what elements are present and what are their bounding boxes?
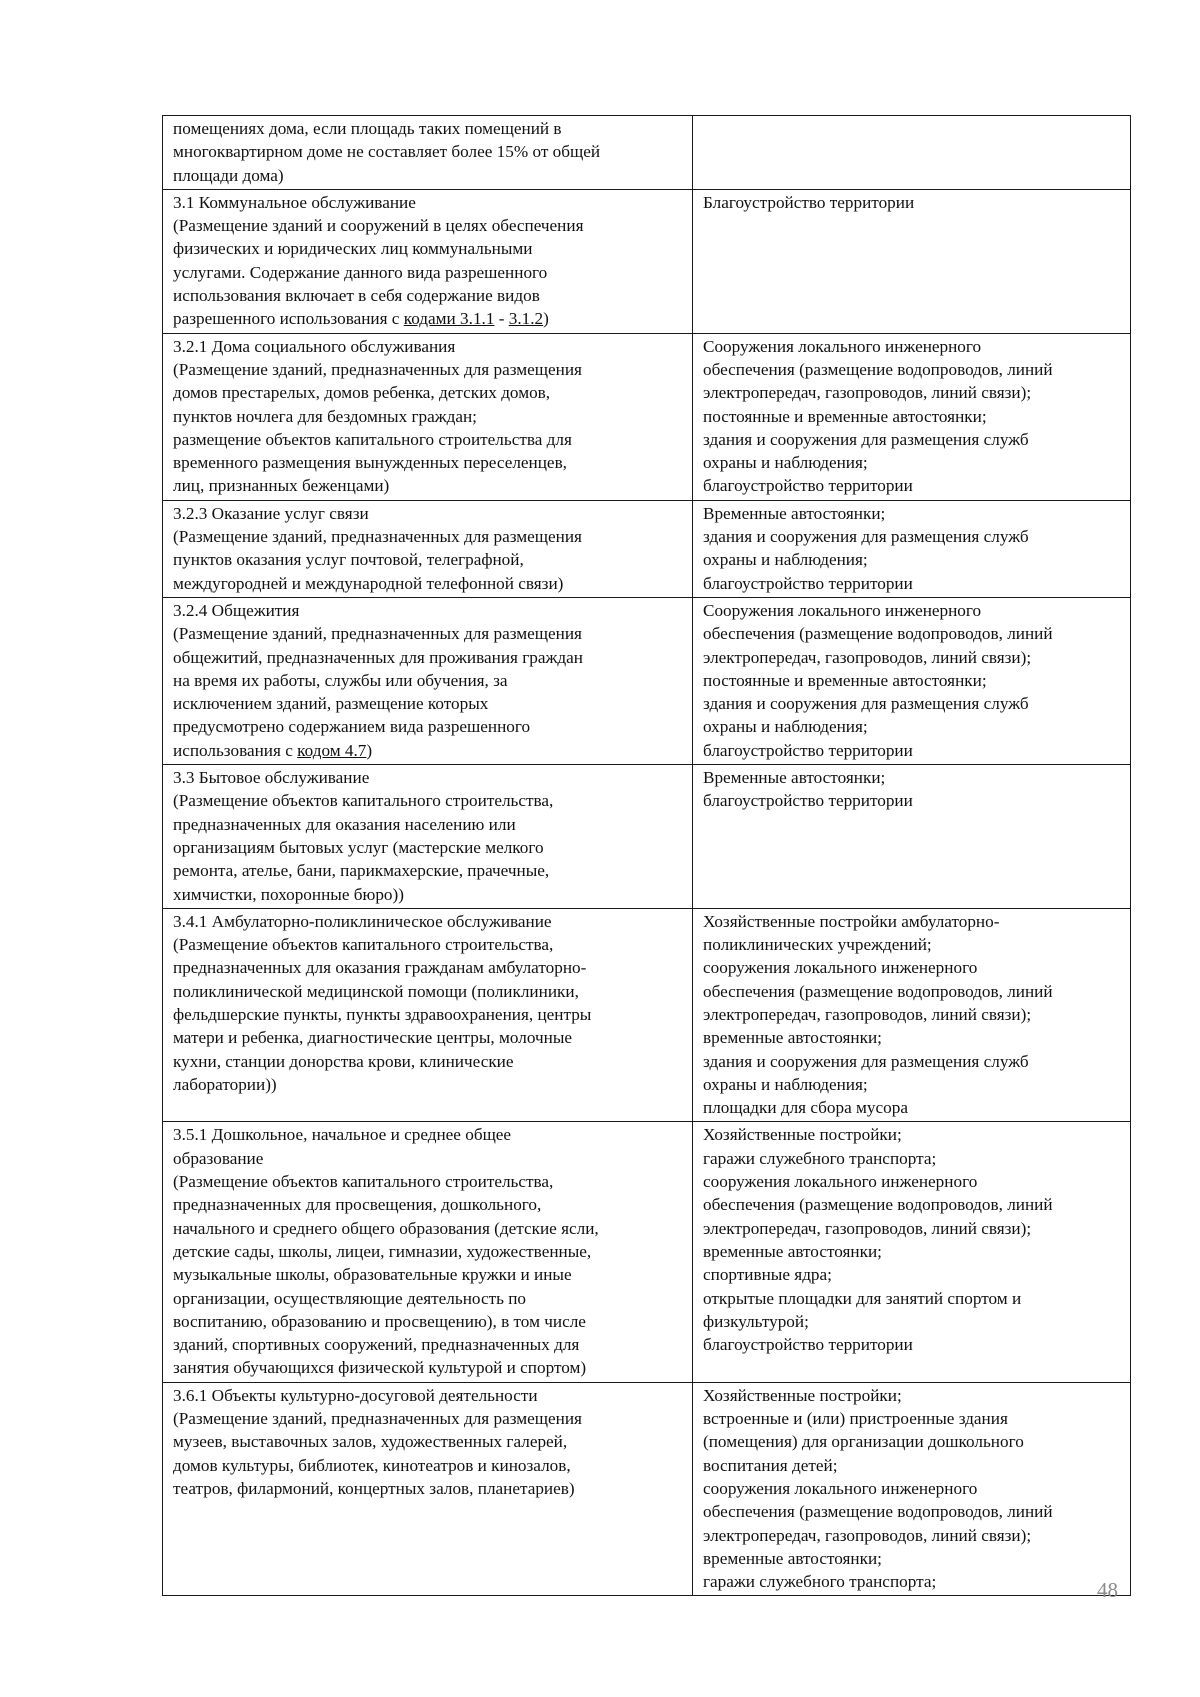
land-use-text-line: (Размещение зданий, предназначенных для размещения: [173, 1409, 582, 1429]
permitted-uses-cell: [693, 500, 1131, 597]
land-use-text-line: предназначенных для оказания населению или: [173, 814, 516, 834]
permitted-use-text-line: (помещения) для организации дошкольного: [703, 1432, 1024, 1452]
land-use-text-line: пунктов ночлега для бездомных граждан;: [173, 406, 477, 426]
land-use-text-line: (Размещение зданий и сооружений в целях обеспечения: [173, 216, 584, 236]
permitted-use-text-line: встроенные и (или) пристроенные здания: [703, 1409, 1008, 1429]
link-line-suffix: ): [543, 309, 549, 329]
permitted-use-text-line: электропередач, газопроводов, линий связи);: [703, 1004, 1032, 1024]
permitted-use-text-line: гаражи служебного транспорта;: [703, 1148, 937, 1168]
permitted-uses-cell: [693, 908, 1131, 1122]
permitted-use-text-line: Временные автостоянки;: [703, 503, 886, 523]
land-use-text-line: [173, 739, 682, 762]
permitted-use-text-line: временные автостоянки;: [703, 1548, 882, 1568]
link-line-prefix: разрешенного использования с: [173, 309, 404, 329]
land-use-text-line: 3.6.1 Объекты культурно-досуговой деятельности: [173, 1385, 538, 1405]
land-use-text-line: исключением зданий, размещение которых: [173, 694, 489, 714]
link-line-suffix: ): [366, 740, 373, 760]
land-use-type-cell: [163, 597, 693, 764]
permitted-uses-cell: [693, 597, 1131, 764]
land-use-text-line: театров, филармоний, концертных залов, планетариев): [173, 1478, 575, 1498]
land-use-text-line: услугами. Содержание данного вида разрешенного: [173, 262, 548, 282]
land-use-text-line: междугородней и международной телефонной связи): [173, 573, 564, 593]
permitted-use-text-line: обеспечения (размещение водопроводов, линий: [703, 1195, 1053, 1215]
permitted-use-text-line: охраны и наблюдения;: [703, 453, 868, 473]
land-use-text-line: музеев, выставочных залов, художественных галерей,: [173, 1432, 568, 1452]
land-use-text-line: ремонта, ателье, бани, парикмахерские, прачечные,: [173, 861, 550, 881]
permitted-uses-cell: [693, 333, 1131, 500]
permitted-use-text-line: воспитания детей;: [703, 1455, 838, 1475]
land-use-text-line: 3.2.3 Оказание услуг связи: [173, 503, 369, 523]
land-use-text-line: предусмотрено содержанием вида разрешенного: [173, 717, 531, 737]
permitted-use-text-line: благоустройство территории: [703, 740, 913, 760]
permitted-use-text-line: сооружения локального инженерного: [703, 1172, 978, 1192]
land-use-text-line: 3.2.1 Дома социального обслуживания: [173, 336, 456, 356]
land-use-text-line: 3.1 Коммунальное обслуживание: [173, 192, 416, 212]
land-use-type-cell: [163, 1122, 693, 1382]
link-separator: -: [494, 309, 509, 329]
permitted-use-text-line: временные автостоянки;: [703, 1241, 882, 1261]
land-use-text-line: помещениях дома, если площадь таких помещений в: [173, 119, 562, 138]
code-reference-link[interactable]: кодами 3.1.1: [403, 309, 495, 329]
permitted-uses-cell: [693, 116, 1131, 190]
code-reference-link[interactable]: 3.1.2: [508, 309, 544, 329]
table-row: [163, 597, 1131, 764]
land-use-text-line: поликлинической медицинской помощи (поликлиники,: [173, 981, 579, 1001]
table-row: [163, 116, 1131, 190]
permitted-use-text-line: электропередач, газопроводов, линий связи);: [703, 1218, 1032, 1238]
permitted-use-text-line: Благоустройство территории: [703, 192, 915, 212]
permitted-use-text-line: Хозяйственные постройки амбулаторно-: [703, 911, 1000, 931]
land-use-type-cell: [163, 333, 693, 500]
permitted-use-text-line: обеспечения (размещение водопроводов, линий: [703, 624, 1053, 644]
land-use-text-line: образование: [173, 1148, 264, 1168]
land-use-text-line: домов культуры, библиотек, кинотеатров и кинозалов,: [173, 1455, 571, 1475]
permitted-use-text-line: поликлинических учреждений;: [703, 935, 932, 955]
land-use-text-line: (Размещение объектов капитального строительства,: [173, 791, 554, 811]
permitted-use-text-line: благоустройство территории: [703, 573, 913, 593]
permitted-use-text-line: Хозяйственные постройки;: [703, 1125, 902, 1145]
land-use-text-line: детские сады, школы, лицеи, гимназии, художественные,: [173, 1241, 592, 1261]
permitted-use-text-line: Хозяйственные постройки;: [703, 1385, 902, 1405]
land-use-text-line: 3.4.1 Амбулаторно-поликлиническое обслуживание: [173, 911, 552, 931]
permitted-use-text-line: физкультурой;: [703, 1311, 809, 1331]
permitted-use-text-line: спортивные ядра;: [703, 1265, 832, 1285]
land-use-table: [162, 115, 1131, 1596]
land-use-text-line: пунктов оказания услуг почтовой, телеграфной,: [173, 550, 524, 570]
permitted-use-text-line: обеспечения (размещение водопроводов, линий: [703, 359, 1053, 379]
land-use-text-line: музыкальные школы, образовательные кружки и иные: [173, 1265, 572, 1285]
land-use-text-line: матери и ребенка, диагностические центры, молочные: [173, 1028, 572, 1048]
permitted-use-text-line: здания и сооружения для размещения служб: [703, 527, 1029, 547]
land-use-text-line: многоквартирном доме не составляет более 15% от общей: [173, 142, 601, 162]
land-use-text-line: физических и юридических лиц коммунальными: [173, 239, 533, 259]
permitted-use-text-line: открытые площадки для занятий спортом и: [703, 1288, 1022, 1308]
land-use-text-line: общежитий, предназначенных для проживания граждан: [173, 647, 583, 667]
permitted-use-text-line: гаражи служебного транспорта;: [703, 1572, 937, 1592]
permitted-use-text-line: площадки для сбора мусора: [703, 1098, 908, 1118]
land-use-text-line: площади дома): [173, 165, 284, 185]
land-use-text-line: занятия обучающихся физической культурой и спортом): [173, 1358, 587, 1378]
land-use-text-line: начального и среднего общего образования (детские ясли,: [173, 1218, 599, 1238]
permitted-use-text-line: электропередач, газопроводов, линий связи);: [703, 383, 1032, 403]
land-use-text-line: лаборатории)): [173, 1074, 277, 1094]
permitted-use-text-line: электропередач, газопроводов, линий связи);: [703, 647, 1032, 667]
permitted-uses-cell: [693, 189, 1131, 333]
land-use-text-line: зданий, спортивных сооружений, предназначенных для: [173, 1335, 580, 1355]
permitted-use-text-line: временные автостоянки;: [703, 1028, 882, 1048]
permitted-use-text-line: Сооружения локального инженерного: [703, 336, 982, 356]
table-row: [163, 333, 1131, 500]
land-use-text-line: организациям бытовых услуг (мастерские мелкого: [173, 837, 544, 857]
code-reference-link[interactable]: кодом 4.7: [297, 740, 367, 760]
land-use-text-line: предназначенных для просвещения, дошкольного,: [173, 1195, 542, 1215]
land-use-type-cell: [163, 189, 693, 333]
permitted-use-text-line: здания и сооружения для размещения служб: [703, 429, 1029, 449]
land-use-text-line: химчистки, похоронные бюро)): [173, 884, 404, 904]
land-use-type-cell: [163, 765, 693, 909]
land-use-text-line: (Размещение объектов капитального строительства,: [173, 1172, 554, 1192]
land-use-text-line: 3.5.1 Дошкольное, начальное и среднее общее: [173, 1125, 512, 1145]
permitted-use-text-line: сооружения локального инженерного: [703, 958, 978, 978]
land-use-type-cell: [163, 1382, 693, 1596]
permitted-use-text-line: обеспечения (размещение водопроводов, линий: [703, 981, 1053, 1001]
permitted-use-text-line: здания и сооружения для размещения служб: [703, 694, 1029, 714]
land-use-type-cell: [163, 116, 693, 190]
table-row: [163, 908, 1131, 1122]
land-use-text-line: на время их работы, службы или обучения, за: [173, 670, 508, 690]
permitted-use-text-line: охраны и наблюдения;: [703, 717, 868, 737]
table-row: [163, 189, 1131, 333]
permitted-use-text-line: Временные автостоянки;: [703, 768, 886, 788]
permitted-use-text-line: Сооружения локального инженерного: [703, 600, 982, 620]
permitted-use-text-line: постоянные и временные автостоянки;: [703, 670, 987, 690]
land-use-text-line: лиц, признанных беженцами): [173, 476, 390, 496]
permitted-use-text-line: охраны и наблюдения;: [703, 1074, 868, 1094]
table-row: [163, 1382, 1131, 1596]
permitted-use-text-line: охраны и наблюдения;: [703, 550, 868, 570]
permitted-use-text-line: благоустройство территории: [703, 1335, 913, 1355]
land-use-text-line: 3.2.4 Общежития: [173, 600, 300, 620]
land-use-text-line: 3.3 Бытовое обслуживание: [173, 768, 370, 788]
land-use-text-line: кухни, станции донорства крови, клинические: [173, 1051, 514, 1071]
table-row: [163, 500, 1131, 597]
table-body: [163, 116, 1131, 1596]
permitted-use-text-line: электропередач, газопроводов, линий связи);: [703, 1525, 1032, 1545]
land-use-text-line: [173, 307, 682, 330]
land-use-text-line: использования включает в себя содержание видов: [173, 286, 540, 306]
land-use-text-line: (Размещение зданий, предназначенных для размещения: [173, 624, 582, 644]
permitted-uses-cell: [693, 765, 1131, 909]
permitted-uses-cell: [693, 1382, 1131, 1596]
land-use-text-line: воспитанию, образованию и просвещению), в том числе: [173, 1311, 586, 1331]
permitted-use-text-line: обеспечения (размещение водопроводов, линий: [703, 1502, 1053, 1522]
permitted-uses-cell: [693, 1122, 1131, 1382]
permitted-use-text-line: благоустройство территории: [703, 476, 913, 496]
land-use-text-line: (Размещение объектов капитального строительства,: [173, 935, 554, 955]
land-use-text-line: (Размещение зданий, предназначенных для размещения: [173, 527, 582, 547]
land-use-text-line: размещение объектов капитального строительства для: [173, 429, 572, 449]
page-number: 48: [1097, 1578, 1118, 1602]
permitted-use-text-line: здания и сооружения для размещения служб: [703, 1051, 1029, 1071]
land-use-type-cell: [163, 908, 693, 1122]
permitted-use-text-line: сооружения локального инженерного: [703, 1478, 978, 1498]
land-use-text-line: предназначенных для оказания гражданам амбулаторно-: [173, 958, 587, 978]
permitted-use-text-line: постоянные и временные автостоянки;: [703, 406, 987, 426]
land-use-text-line: (Размещение зданий, предназначенных для размещения: [173, 359, 582, 379]
permitted-use-text-line: благоустройство территории: [703, 791, 913, 811]
land-use-type-cell: [163, 500, 693, 597]
link-line-prefix: использования с: [173, 740, 298, 760]
land-use-text-line: фельдшерские пункты, пункты здравоохранения, центры: [173, 1004, 592, 1024]
land-use-text-line: домов престарелых, домов ребенка, детских домов,: [173, 383, 551, 403]
land-use-text-line: организации, осуществляющие деятельность по: [173, 1288, 527, 1308]
table-row: [163, 1122, 1131, 1382]
land-use-text-line: временного размещения вынужденных переселенцев,: [173, 453, 567, 473]
table-row: [163, 765, 1131, 909]
